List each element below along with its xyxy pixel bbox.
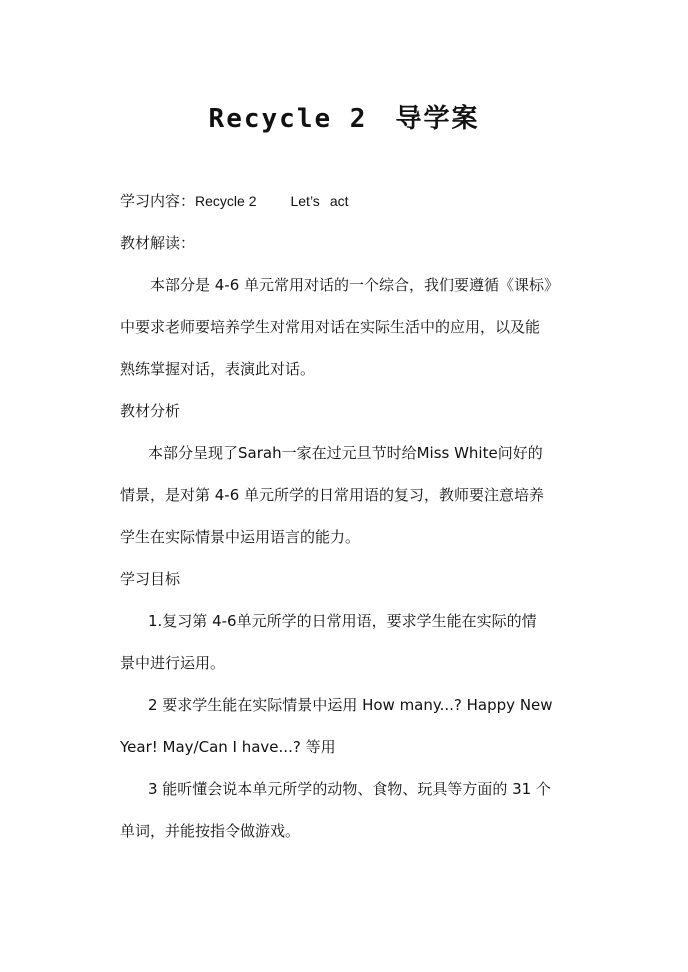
goal-line: 3 能听懂会说本单元所学的动物、食物、玩具等方面的 31 个 xyxy=(148,780,551,798)
content-unit: Recycle 2 xyxy=(195,193,257,209)
document-title xyxy=(0,98,688,135)
paragraph-line: 中要求老师要培养学生对常用对话在实际生活中的应用，以及能 xyxy=(120,318,541,336)
title-chinese: 导学案 xyxy=(395,104,480,134)
paragraph-line: 本部分是 4-6 单元常用对话的一个综合，我们要遵循《课标》 xyxy=(150,276,560,294)
content-label: 学习内容： xyxy=(120,192,196,210)
title-english: Recycle 2 xyxy=(208,104,368,134)
content-line xyxy=(120,190,580,212)
section-heading-goals: 学习目标 xyxy=(120,570,181,588)
content-part1: Let’s xyxy=(290,193,320,209)
content-part2: act xyxy=(329,193,349,209)
goal-line: 景中进行运用。 xyxy=(120,654,226,672)
goal-line: 2 要求学生能在实际情景中运用 How many...? Happy New xyxy=(148,696,553,714)
paragraph-line: 本部分呈现了Sarah一家在过元旦节时给Miss White问好的 xyxy=(148,444,543,462)
goal-line: 单词，并能按指令做游戏。 xyxy=(120,822,301,840)
section-heading-interpretation: 教材解读： xyxy=(120,234,196,252)
goal-line: Year! May/Can I have...? 等用 xyxy=(120,738,336,756)
paragraph-line: 熟练掌握对话，表演此对话。 xyxy=(120,360,316,378)
paragraph-line: 情景，是对第 4-6 单元所学的日常用语的复习，教师要注意培养 xyxy=(120,486,545,504)
paragraph-line: 学生在实际情景中运用语言的能力。 xyxy=(120,528,361,546)
section-heading-analysis: 教材分析 xyxy=(120,402,181,420)
goal-line: 1.复习第 4-6单元所学的日常用语，要求学生能在实际的情 xyxy=(148,612,537,630)
